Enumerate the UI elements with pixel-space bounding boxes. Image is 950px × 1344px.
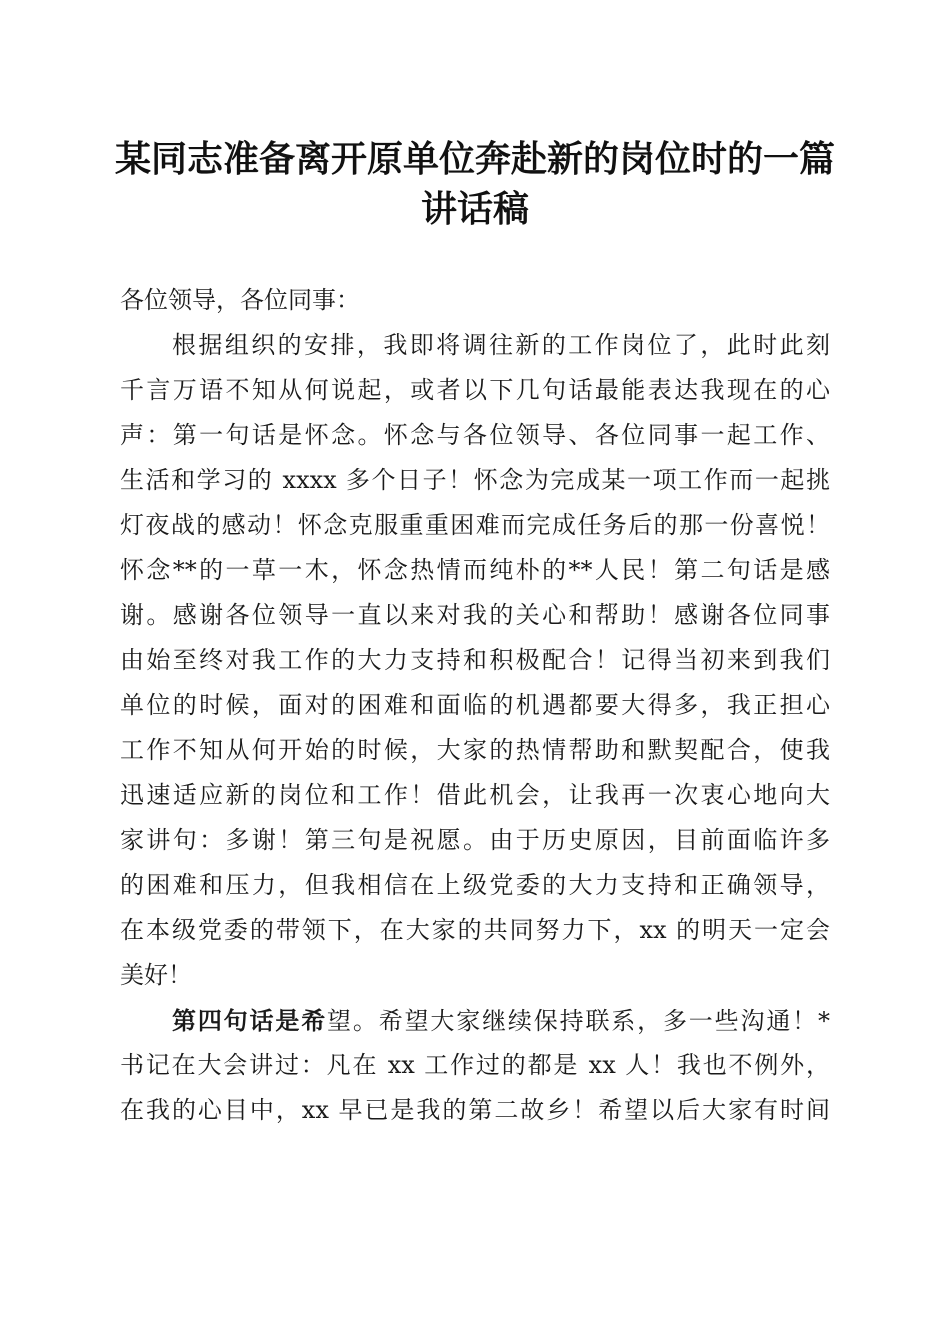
paragraph-1-line: 谢。感谢各位领导一直以来对我的关心和帮助！感谢各位同事 [120,601,830,629]
paragraph-1-line: 家讲句：多谢！第三句是祝愿。由于历史原因，目前面临许多 [120,826,830,854]
paragraph-2-first-rest: 望。希望大家继续保持联系，多一些沟通！* [327,1007,831,1035]
paragraph-2-first-line [120,998,830,1043]
paragraph-1-line: 声：第一句话是怀念。怀念与各位领导、各位同事一起工作、 [120,421,830,449]
greeting: 各位领导，各位同事： [120,286,360,314]
paragraph-2 [120,998,830,1133]
paragraph-1 [120,323,830,998]
paragraph-1-line: 怀念**的一草一木，怀念热情而纯朴的**人民！第二句话是感 [120,556,830,584]
paragraph-1-line: 根据组织的安排，我即将调往新的工作岗位了，此时此刻 [172,331,830,359]
title-line-2: 讲话稿 [420,188,529,230]
paragraph-1-line: 在本级党委的带领下，在大家的共同努力下，xx 的明天一定会 [120,916,830,944]
paragraph-1-line: 迅速适应新的岗位和工作！借此机会，让我再一次衷心地向大 [120,781,830,809]
paragraph-2-line: 在我的心目中，xx 早已是我的第二故乡！希望以后大家有时间 [120,1096,830,1124]
title-line-1: 某同志准备离开原单位奔赴新的岗位时的一篇 [114,138,835,180]
paragraph-1-line: 千言万语不知从何说起，或者以下几句话最能表达我现在的心 [120,376,830,404]
paragraph-1-line: 美好！ [120,961,192,989]
paragraph-1-line: 生活和学习的 xxxx 多个日子！怀念为完成某一项工作而一起挑 [120,466,830,494]
paragraph-2-line: 书记在大会讲过：凡在 xx 工作过的都是 xx 人！我也不例外， [120,1051,830,1079]
paragraph-1-line: 灯夜战的感动！怀念克服重重困难而完成任务后的那一份喜悦！ [120,511,830,539]
paragraph-2-bold-lead: 第四句话是希 [172,1006,328,1035]
paragraph-1-line: 由始至终对我工作的大力支持和积极配合！记得当初来到我们 [120,646,830,674]
paragraph-1-line: 的困难和压力，但我相信在上级党委的大力支持和正确领导， [120,871,830,899]
paragraph-1-line: 单位的时候，面对的困难和面临的机遇都要大得多，我正担心 [120,691,830,719]
paragraph-1-line: 工作不知从何开始的时候，大家的热情帮助和默契配合，使我 [120,736,830,764]
document-body [120,278,830,1133]
document-title [100,134,850,234]
